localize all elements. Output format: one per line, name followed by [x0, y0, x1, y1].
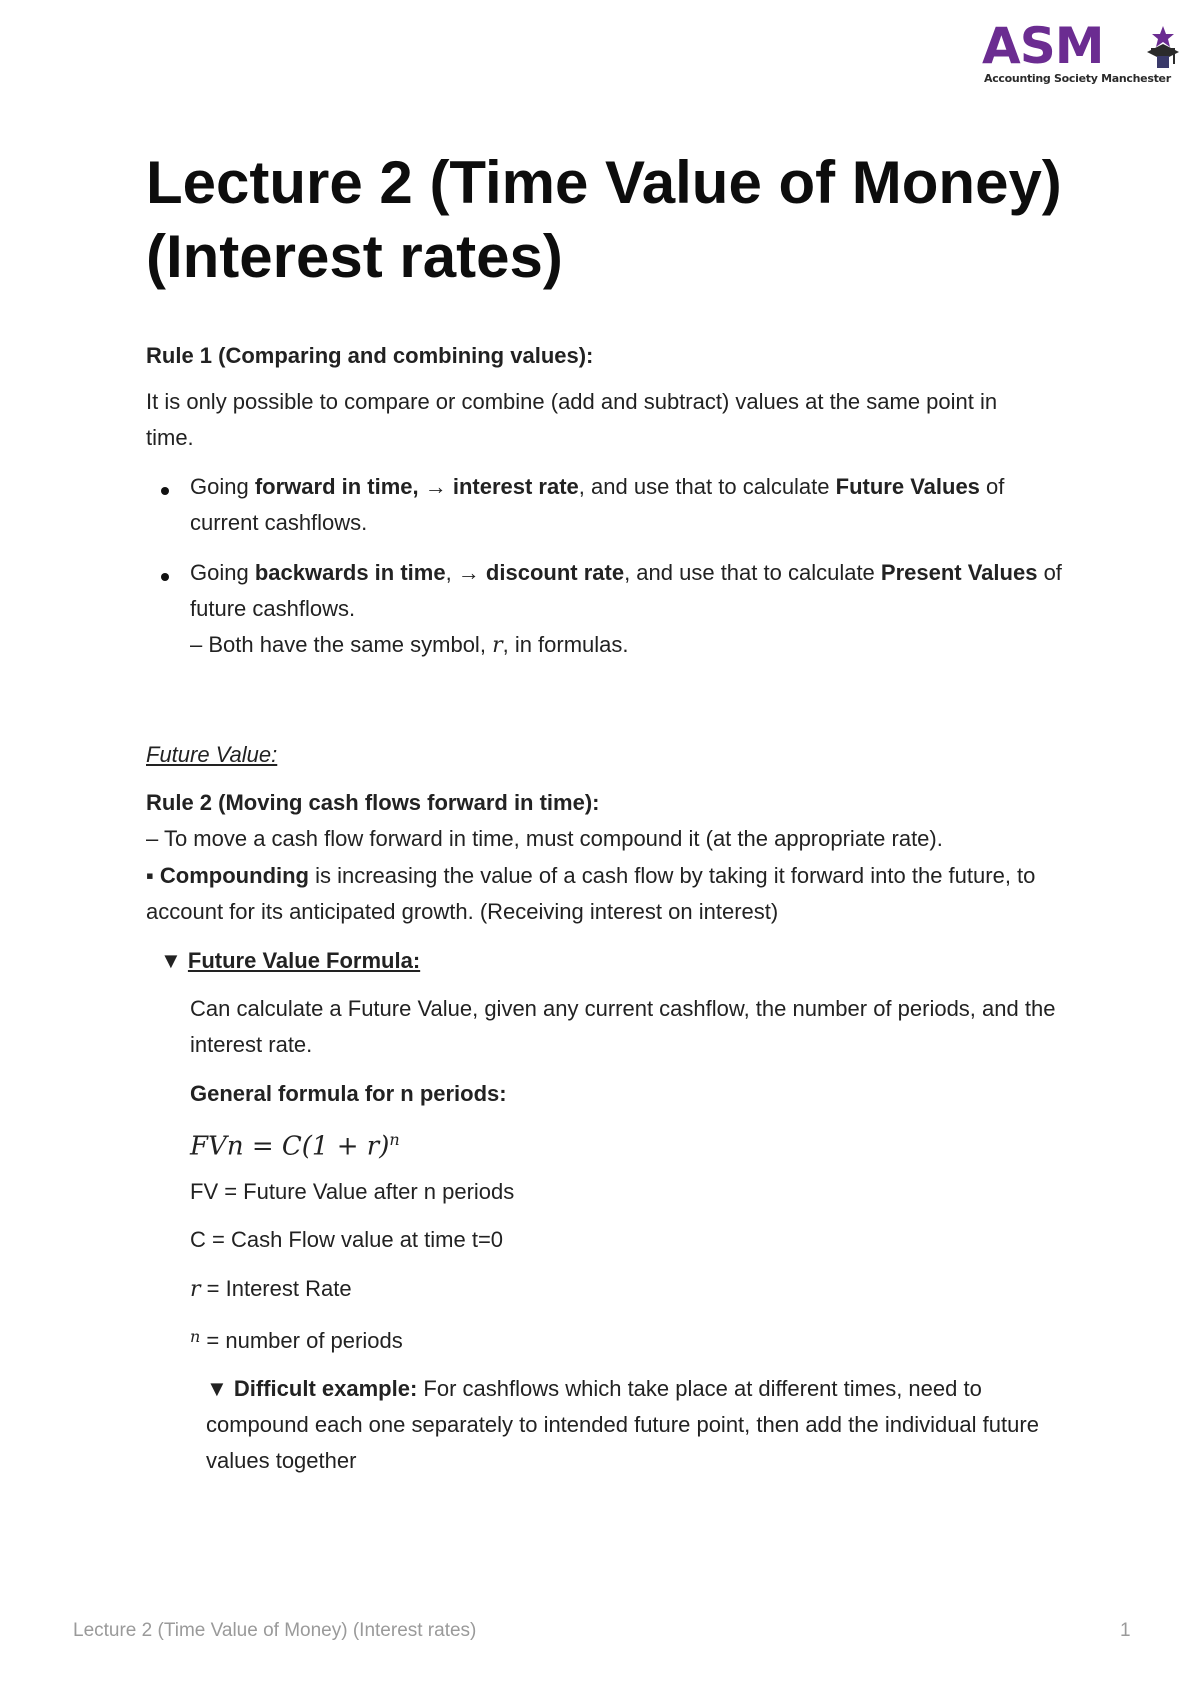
toggle-title: Future Value Formula:	[187, 948, 421, 973]
body-text: is increasing the value of a cash flow by taking it forward into the future, to account for its anticipated growth. (Receiving interest on interest)	[146, 863, 1036, 924]
bullet-text: , and use that to calculate	[624, 560, 881, 585]
bullet-subline: , in formulas.	[502, 632, 629, 657]
footer-title: Lecture 2 (Time Value of Money) (Interest rates)	[73, 1620, 477, 1641]
society-emblem-icon	[1143, 26, 1183, 70]
bullet-forward	[190, 469, 1050, 541]
math-symbol: n	[190, 1327, 201, 1346]
toggle-text: For cashflows which take place at different times, need to compound each one separately to intended future point, then add the individual future values together	[206, 1376, 1039, 1473]
rule1-text: It is only possible to compare or combine (add and subtract) values at the same point in time.	[146, 389, 998, 450]
bold-term: Compounding	[159, 863, 309, 888]
bullet-bold: Present Values	[880, 560, 1038, 585]
bullet-text: Going	[190, 474, 255, 499]
toggle-triangle-icon[interactable]: ▼	[160, 948, 182, 973]
definition-text: = Interest Rate	[200, 1276, 352, 1301]
definition-c: C = Cash Flow value at time t=0	[190, 1227, 504, 1252]
definition-n	[190, 1319, 403, 1359]
bullet-marker	[161, 487, 169, 495]
future-value-heading: Future Value:	[146, 742, 278, 767]
bullet-bold: Future Values	[835, 474, 980, 499]
rule1-heading: Rule 1 (Comparing and combining values):	[146, 343, 594, 368]
definition-text: = number of periods	[200, 1328, 403, 1353]
formula-body: FVn = C(1 + r)	[190, 1131, 390, 1162]
math-symbol: r	[190, 1277, 201, 1302]
asm-logo	[982, 17, 1182, 92]
toggle-future-value-formula[interactable]	[160, 943, 420, 979]
definition-fv: FV = Future Value after n periods	[190, 1179, 515, 1204]
rule2-heading: Rule 2 (Moving cash flows forward in time):	[146, 790, 600, 815]
rule2-line2	[146, 858, 1046, 930]
logo-text: ASM	[982, 17, 1104, 75]
general-formula-heading: General formula for n periods:	[190, 1081, 507, 1106]
bullet-subline: – Both have the same symbol,	[190, 632, 493, 657]
toggle-title: Difficult example:	[233, 1376, 418, 1401]
fv-formula	[190, 1122, 400, 1165]
bullet-backward	[190, 555, 1070, 664]
formula-description: Can calculate a Future Value, given any current cashflow, the number of periods, and the interest rate.	[190, 996, 1056, 1057]
logo-subtitle: Accounting Society Manchester	[984, 72, 1171, 85]
toggle-difficult-example[interactable]	[206, 1371, 1076, 1479]
bullet-bold: forward in time, → interest rate	[254, 474, 579, 499]
bullet-bold: backwards in time	[254, 560, 446, 585]
formula-exponent: n	[389, 1130, 400, 1149]
rule2-line1: – To move a cash flow forward in time, must compound it (at the appropriate rate).	[146, 826, 943, 851]
bullet-text: , →	[445, 560, 486, 585]
bullet-text: , and use that to calculate	[578, 474, 836, 499]
page-title: Lecture 2 (Time Value of Money) (Interest rates)	[146, 149, 1062, 290]
bullet-text: of current cashflows.	[190, 474, 1005, 535]
definition-r	[190, 1271, 352, 1308]
bullet-text: of future cashflows.	[190, 560, 1062, 621]
math-symbol: r	[492, 633, 503, 658]
square-bullet: ▪	[146, 863, 160, 888]
toggle-triangle-icon[interactable]: ▼	[206, 1376, 228, 1401]
bullet-marker	[161, 573, 169, 581]
page-number: 1	[1120, 1620, 1131, 1641]
bullet-bold: discount rate	[485, 560, 625, 585]
bullet-text: Going	[190, 560, 255, 585]
